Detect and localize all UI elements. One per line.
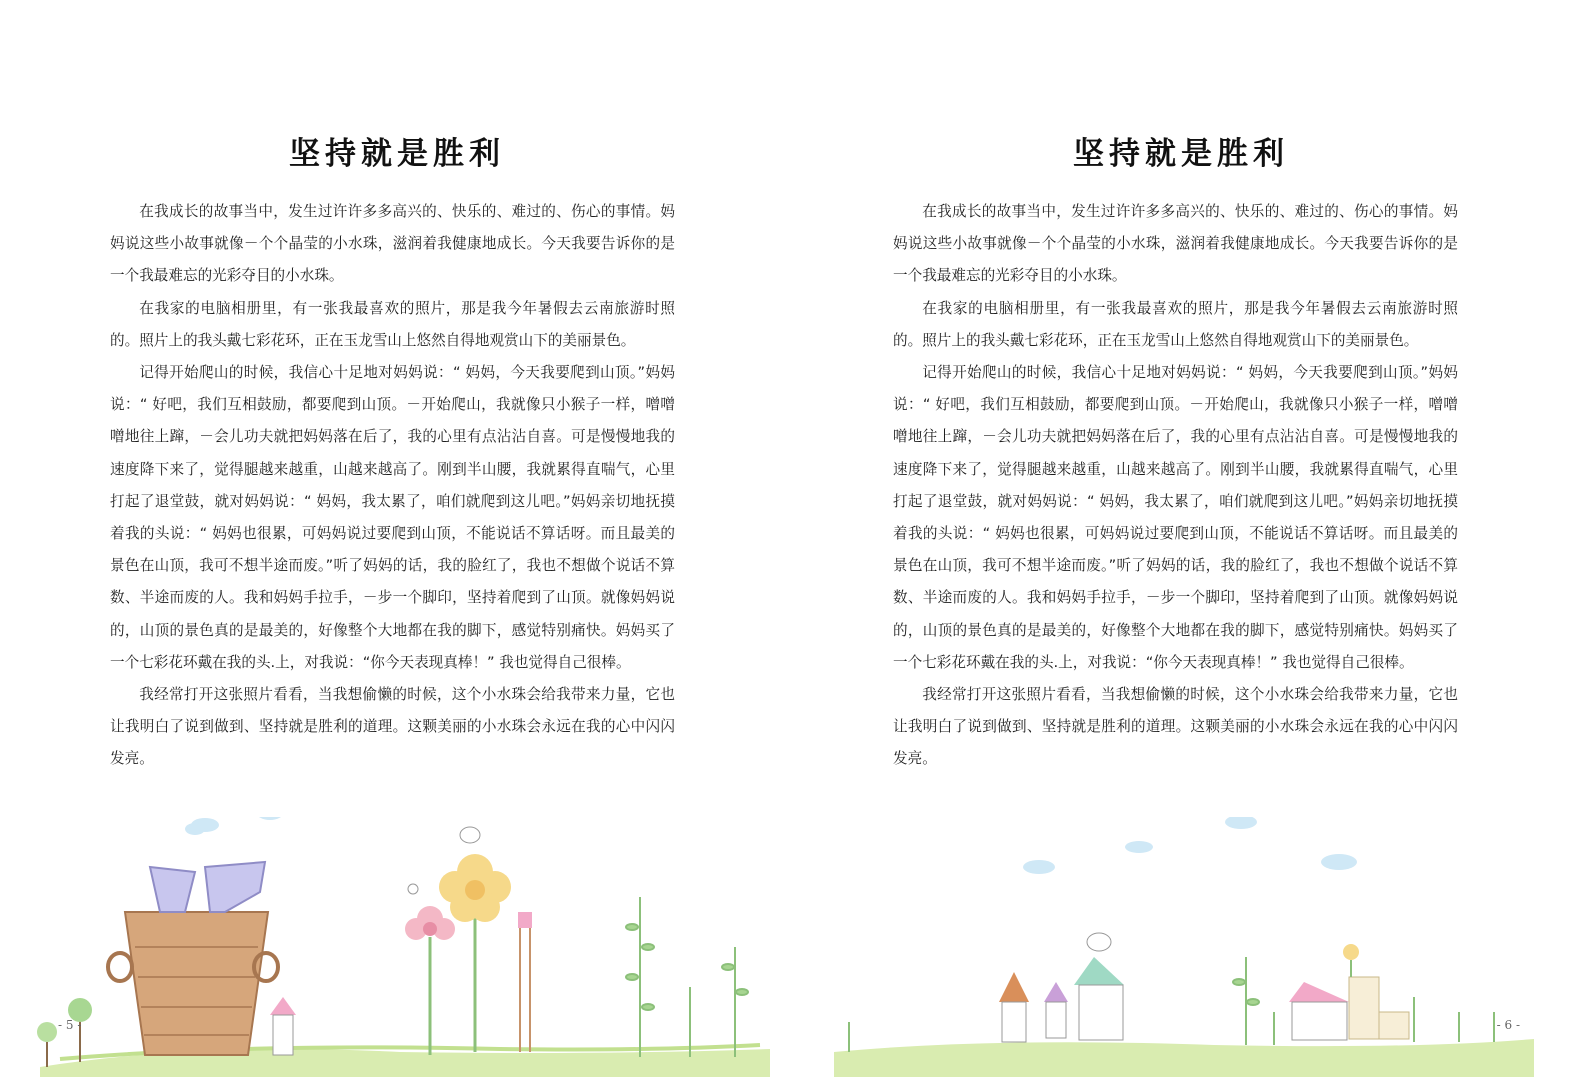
story-paragraph: 在我成长的故事当中，发生过许许多多高兴的、快乐的、难过的、伤心的事情。妈妈说这些小故事就像－个个晶莹的小水珠，滋润着我健康地成长。今天我要告诉你的是一个我最难忘的光彩夺目的小水珠。 <box>110 203 675 285</box>
grass-ground <box>834 1039 1534 1077</box>
flower-icon <box>439 854 511 1052</box>
page-number: - 6 - <box>1496 1018 1520 1032</box>
house-icon <box>999 972 1029 1042</box>
garden-illustration <box>0 817 794 1077</box>
house-icon <box>1074 957 1124 1040</box>
basket-icon <box>108 862 278 1055</box>
cloud-icon <box>185 818 219 835</box>
plant-icon <box>626 897 748 1057</box>
page-title: 坚持就是胜利 <box>1073 136 1289 172</box>
house-icon <box>1044 982 1068 1038</box>
page-title: 坚持就是胜利 <box>289 136 505 172</box>
story-body <box>110 196 675 776</box>
page-number: - 5 - <box>58 1018 82 1032</box>
right-page <box>794 0 1588 1077</box>
story-paragraph: 记得开始爬山的时候，我信心十足地对妈妈说：“ 妈妈，今天我要爬到山顶。”妈妈说：“ 好吧，我们互相鼓励，都要爬到山顶。－开始爬山，我就像只小猴子一样，噌噌噌地往上蹿，－会儿功夫就把妈妈落在后了，我的心里有点沾沾自喜。可是慢慢地我的速度降下来了，觉得腿越来越重，山越来越高了。刚到半山腰，我就累得直喘气，心里打起了退堂鼓，就对妈妈说：“ 妈妈，我太累了，咱们就爬到这儿吧。”妈妈亲切地抚摸着我的头说：“ 妈妈也很累，可妈妈说过要爬到山顶，不能说话不算话呀。而且最美的景色在山顶，我可不想半途而废。”听了妈妈的话，我的脸红了，我也不想做个说话不算数、半途而废的人。我和妈妈手拉手，－步一个脚印，坚持着爬到了山顶。就像妈妈说的，山顶的景色真的是最美的，好像整个大地都在我的脚下，感觉特别痛快。妈妈买了一个七彩花环戴在我的头.上，对我说：“你今天表现真棒！” 我也觉得自己很棒。 <box>893 364 1458 671</box>
house-icon <box>1289 977 1409 1040</box>
story-paragraph: 在我家的电脑相册里，有一张我最喜欢的照片，那是我今年暑假去云南旅游时照的。照片上的我头戴七彩花环，正在玉龙雪山上悠然自得地观赏山下的美丽景色。 <box>893 299 1458 349</box>
bird-icon <box>1087 933 1111 951</box>
story-paragraph: 在我家的电脑相册里，有一张我最喜欢的照片，那是我今年暑假去云南旅游时照的。照片上的我头戴七彩花环，正在玉龙雪山上悠然自得地观赏山下的美丽景色。 <box>110 299 675 349</box>
cloud-icon <box>1023 817 1357 874</box>
story-body <box>893 196 1458 776</box>
story-paragraph: 我经常打开这张照片看看，当我想偷懒的时候，这个小水珠会给我带来力量，它也让我明白了说到做到、坚持就是胜利的道理。这颗美丽的小水珠会永远在我的心中闪闪发亮。 <box>110 686 675 768</box>
village-illustration <box>794 817 1588 1077</box>
flower-icon <box>1343 944 1359 977</box>
story-paragraph: 在我成长的故事当中，发生过许许多多高兴的、快乐的、难过的、伤心的事情。妈妈说这些小故事就像－个个晶莹的小水珠，滋润着我健康地成长。今天我要告诉你的是一个我最难忘的光彩夺目的小水珠。 <box>893 203 1458 285</box>
tower-icon <box>270 997 296 1055</box>
flower-icon <box>405 906 455 1055</box>
ladder-tower-icon <box>518 912 532 1052</box>
story-paragraph: 我经常打开这张照片看看，当我想偷懒的时候，这个小水珠会给我带来力量，它也让我明白了说到做到、坚持就是胜利的道理。这颗美丽的小水珠会永远在我的心中闪闪发亮。 <box>893 686 1458 768</box>
cloud-icon <box>256 817 284 820</box>
story-paragraph: 记得开始爬山的时候，我信心十足地对妈妈说：“ 妈妈，今天我要爬到山顶。”妈妈说：“ 好吧，我们互相鼓励，都要爬到山顶。－开始爬山，我就像只小猴子一样，噌噌噌地往上蹿，－会儿功夫就把妈妈落在后了，我的心里有点沾沾自喜。可是慢慢地我的速度降下来了，觉得腿越来越重，山越来越高了。刚到半山腰，我就累得直喘气，心里打起了退堂鼓，就对妈妈说：“ 妈妈，我太累了，咱们就爬到这儿吧。”妈妈亲切地抚摸着我的头说：“ 妈妈也很累，可妈妈说过要爬到山顶，不能说话不算话呀。而且最美的景色在山顶，我可不想半途而废。”听了妈妈的话，我的脸红了，我也不想做个说话不算数、半途而废的人。我和妈妈手拉手，－步一个脚印，坚持着爬到了山顶。就像妈妈说的，山顶的景色真的是最美的，好像整个大地都在我的脚下，感觉特别痛快。妈妈买了一个七彩花环戴在我的头.上，对我说：“你今天表现真棒！” 我也觉得自己很棒。 <box>110 364 675 671</box>
